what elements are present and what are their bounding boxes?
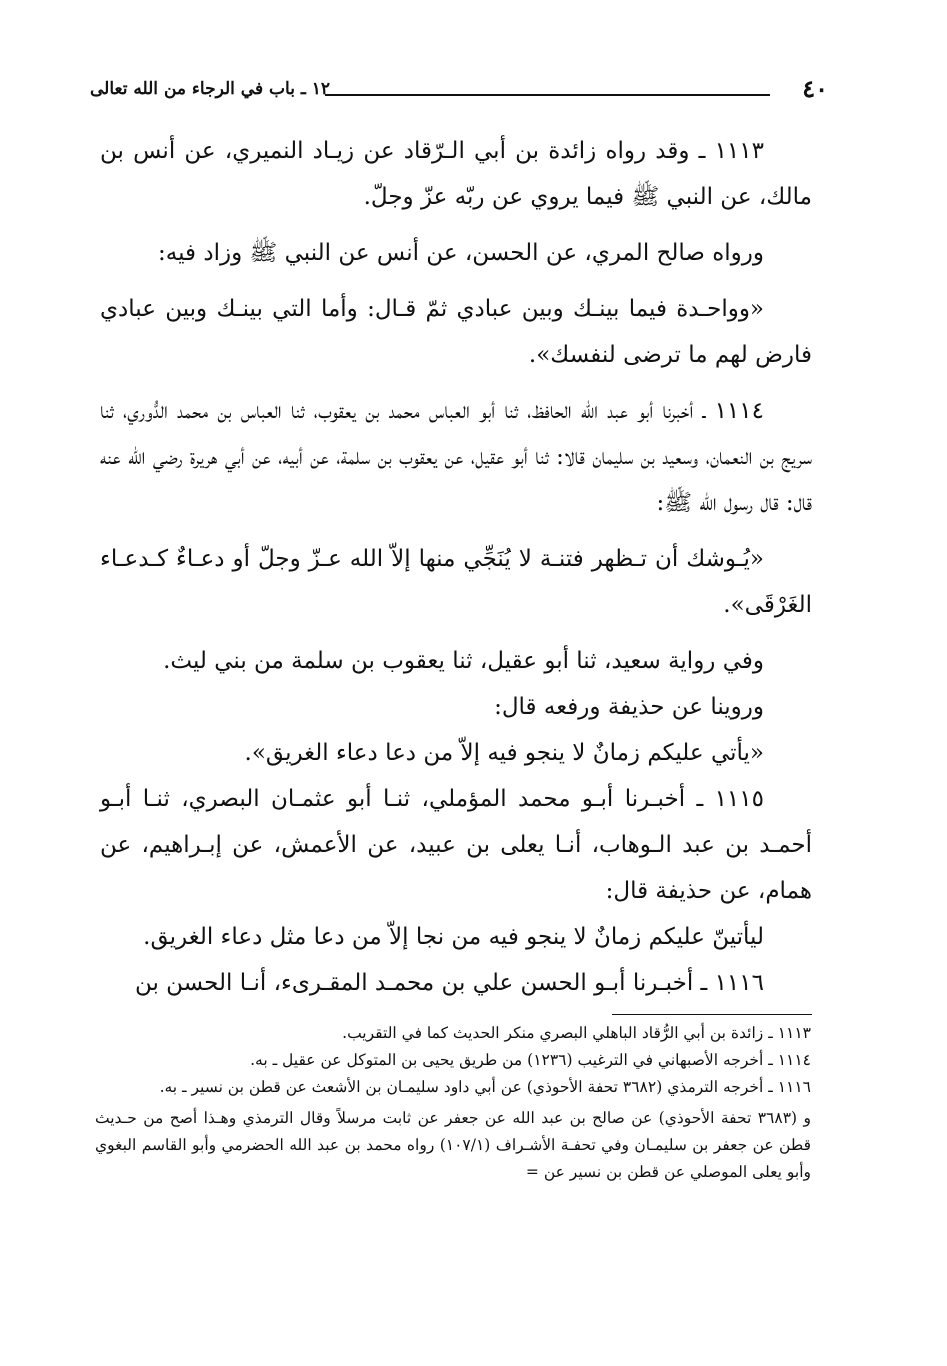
hadith-1116: ١١١٦ ـ أخبـرنا أبـو الحسن علي بن محمـد المقـرىء، أنـا الحسن بن (134, 970, 764, 996)
footnotes (95, 1020, 811, 1186)
footnote-1116: ١١١٦ ـ أخرجه الترمذي (٣٦٨٢ تحفة الأحوذي) عن أبي داود سليمـان بن الأشعث عن قطن بن نسير ـ به. (159, 1078, 811, 1096)
main-text (100, 128, 812, 1006)
header-rule (325, 94, 770, 96)
footnote-1114: ١١١٤ ـ أخرجه الأصبهاني في الترغيب (١٢٣٦) من طريق يحيى بن المتوكل عن عقيل ـ به. (250, 1051, 811, 1069)
footnote-separator (612, 1014, 812, 1015)
running-header (90, 74, 828, 104)
narration-hudhayfa: وروينا عن حذيفة ورفعه قال: (494, 694, 764, 720)
footnote-1113: ١١١٣ ـ زائدة بن أبي الرُّقاد الباهلي البصري منكر الحديث كما في التقريب. (342, 1024, 811, 1042)
hadith-1113: ١١١٣ ـ وقد رواه زائدة بن أبي الـرّقاد عن زيـاد النميري، عن أنس بن مالك، عن النبي ﷺ فيما يروي عن ربّه عزّ وجلّ. (100, 138, 812, 210)
quote-yushik: «يُـوشك أن تـظهر فتنـة لا يُنَجِّي منها إلاّ الله عـزّ وجلّ أو دعـاءٌ كـدعـاء الغَرْقَى». (100, 546, 812, 618)
narration-salih-al-murri: ورواه صالح المري، عن الحسن، عن أنس عن النبي ﷺ وزاد فيه: (158, 240, 764, 266)
chapter-title: ١٢ ـ باب في الرجاء من الله تعالى (90, 79, 331, 99)
footnote-1116-continued: و (٣٦٨٣ تحفة الأحوذي) عن صالح بن عبد الله عن جعفر عن ثابت مرسلاً وقال الترمذي وهـذا أصح من حـديث قطن عن جعفر بن سليمـان وفي تحفـة الأشـراف (١٠٧/١) رواه محمد بن عبد الله الحضرمي وأبو القاسم البغوي وأبو يعلى الموصلي عن قطن بن نسير عن = (95, 1109, 811, 1181)
quote-wa-wahida: «وواحـدة فيما بينـك وبين عبادي ثمّ قـال: وأما التي بينـك وبين عبادي فارض لهم ما ترضى لنفسك». (100, 296, 812, 368)
quote-layatiyanna: ليأتينّ عليكم زمانٌ لا ينجو فيه من نجا إلاّ من دعا مثل دعاء الغريق. (143, 924, 764, 950)
hadith-1115: ١١١٥ ـ أخبـرنا أبـو محمد المؤملي، ثنـا أبو عثمـان البصري، ثنـا أبـو أحمـد بن عبد الـوهاب، أنـا يعلى بن عبيد، عن الأعمش، عن إبـراهيم، عن همام، عن حذيفة قال: (100, 786, 812, 904)
narration-said: وفي رواية سعيد، ثنا أبو عقيل، ثنا يعقوب بن سلمة من بني ليث. (163, 648, 764, 674)
page-number: ٤٠ (802, 74, 828, 103)
quote-yati-alaykum: «يأتي عليكم زمانٌ لا ينجو فيه إلاّ من دعا دعاء الغريق». (244, 740, 764, 766)
hadith-1114: ١١١٤ ـ أخبرنا أبو عبد الله الحافظ، ثنا أبو العباس محمد بن يعقوب، ثنا العباس بن محمد الدُّوري، ثنا سريج بن النعمان، وسعيد بن سليمان قالا: ثنا أبو عقيل، عن يعقوب بن سلمة، عن أبيه، عن أبي هريرة رضي الله عنه قال: قال رسول الله ﷺ: (100, 398, 812, 516)
